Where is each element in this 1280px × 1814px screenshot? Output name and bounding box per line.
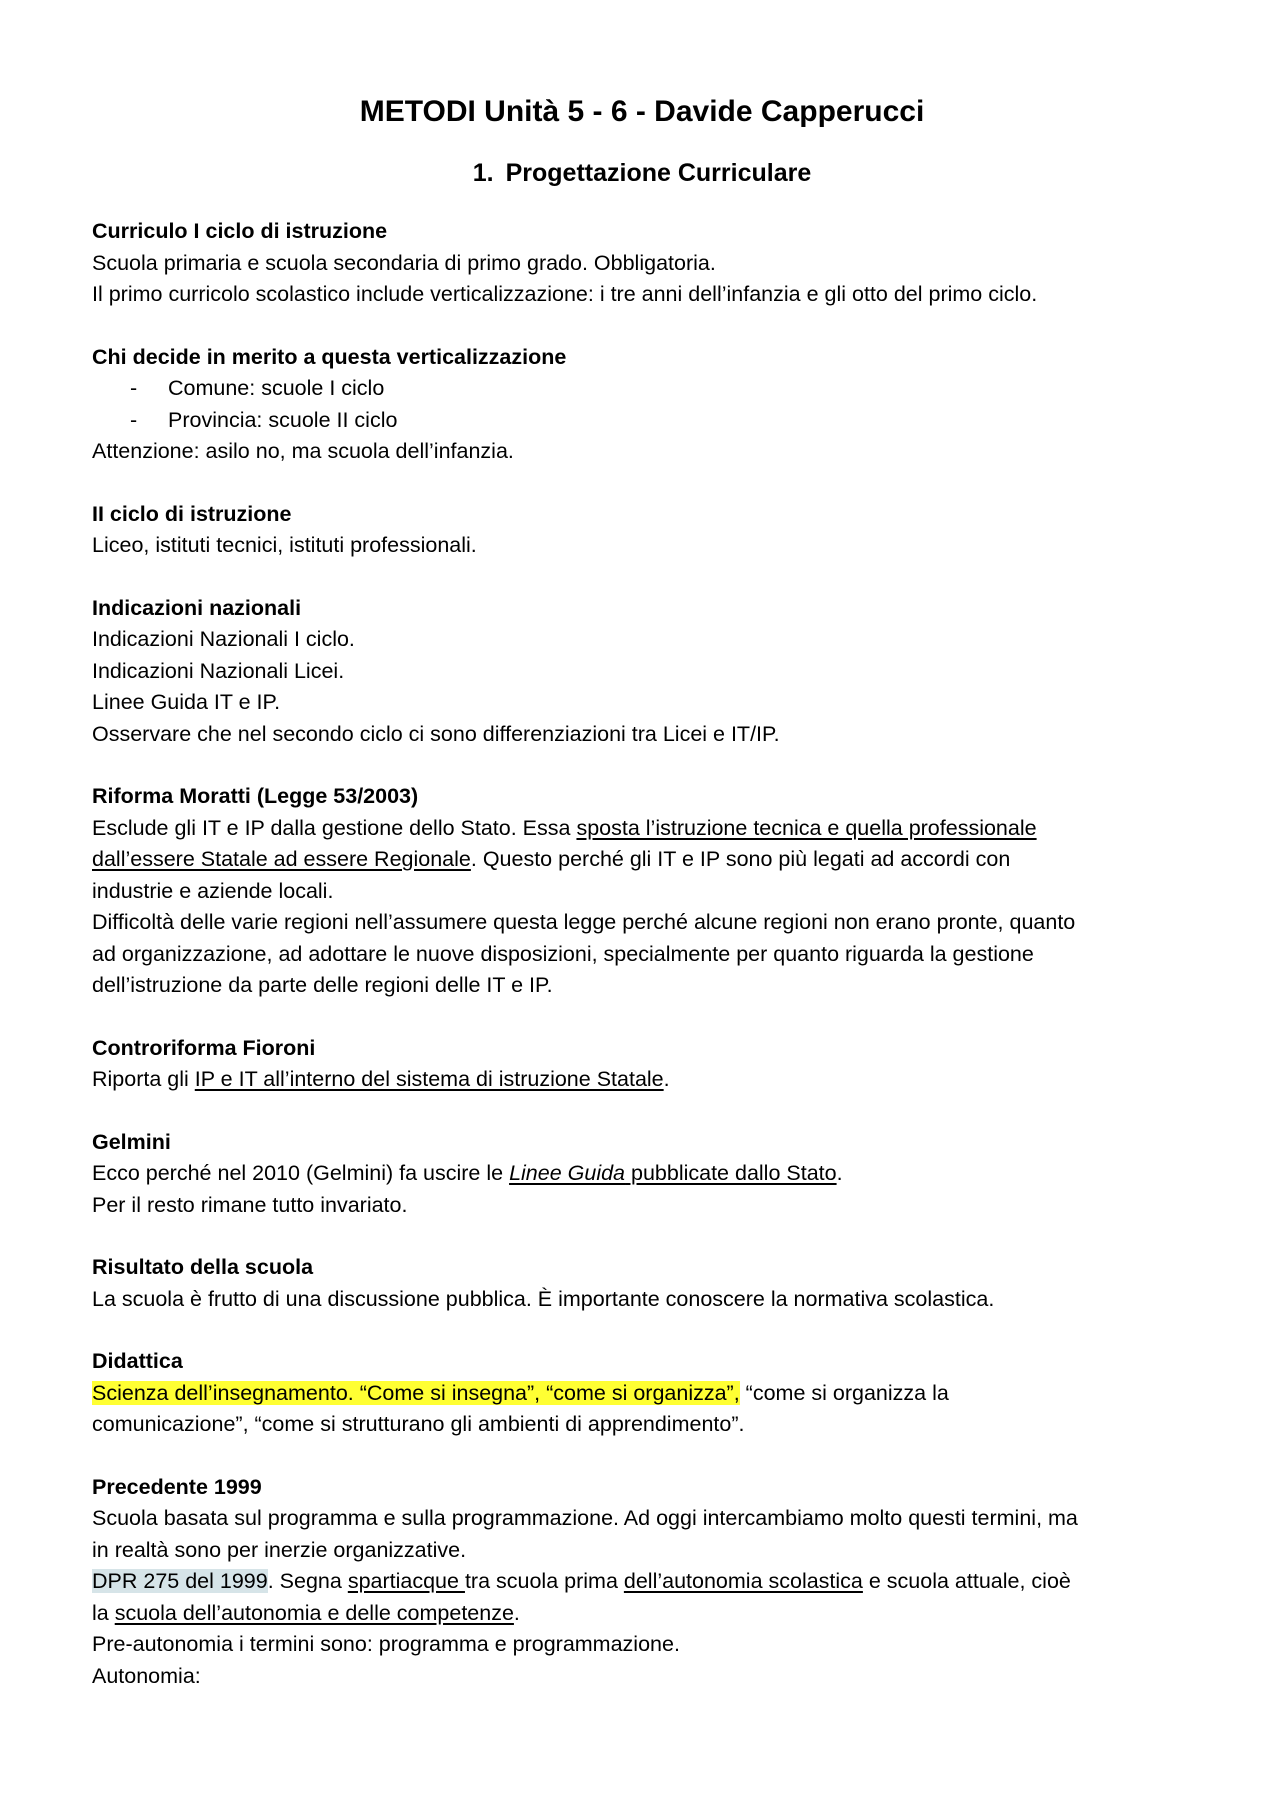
heading-gelmini: Gelmini bbox=[92, 1129, 171, 1154]
underlined-text: pubblicate dallo Stato bbox=[625, 1161, 837, 1185]
section-riforma-moratti bbox=[92, 781, 1192, 1002]
text-run: la bbox=[92, 1600, 115, 1625]
list-item bbox=[92, 373, 1192, 405]
heading-riforma-moratti: Riforma Moratti (Legge 53/2003) bbox=[92, 784, 419, 808]
text-run: Esclude gli IT e IP dalla gestione dello Stato. Essa bbox=[92, 815, 577, 840]
paragraph-line: Pre-autonomia i termini sono: programma e programmazione. bbox=[92, 1632, 680, 1656]
paragraph-line: Osservare che nel secondo ciclo ci sono differenziazioni tra Licei e IT/IP. bbox=[92, 721, 780, 746]
paragraph-line bbox=[92, 1378, 1192, 1410]
section-number: 1. bbox=[472, 159, 494, 187]
text-run: . bbox=[836, 1161, 843, 1185]
highlighted-text: Scienza dell’insegnamento. “Come si insegna”, “come si organizza”, bbox=[92, 1380, 740, 1405]
paragraph-line: industrie e aziende locali. bbox=[92, 878, 334, 903]
paragraph-line: Scuola primaria e scuola secondaria di primo grado. Obbligatoria. bbox=[92, 250, 716, 275]
text-run: “come si organizza la bbox=[739, 1380, 949, 1405]
paragraph-line: dell’istruzione da parte delle regioni delle IT e IP. bbox=[92, 973, 553, 997]
paragraph-line: Autonomia: bbox=[92, 1663, 201, 1688]
underlined-text: scuola dell’autonomia e delle competenze bbox=[114, 1600, 514, 1625]
paragraph-line: La scuola è frutto di una discussione pubblica. È importante conoscere la normativa scolastica. bbox=[92, 1286, 995, 1311]
paragraph-line: Scuola basata sul programma e sulla programmazione. Ad oggi intercambiamo molto questi termini, ma bbox=[92, 1506, 1078, 1530]
paragraph-line bbox=[92, 813, 1192, 845]
paragraph-line: Difficoltà delle varie regioni nell’assumere questa legge perché alcune regioni non erano pronte, quanto bbox=[92, 910, 1076, 934]
paragraph-line bbox=[92, 1598, 1192, 1630]
list-item bbox=[92, 405, 1192, 437]
paragraph-line bbox=[92, 1566, 1192, 1598]
paragraph-line: Indicazioni Nazionali I ciclo. bbox=[92, 627, 355, 651]
paragraph-line bbox=[92, 844, 1192, 876]
underlined-text: IP e IT all’interno del sistema di istruzione Statale bbox=[194, 1067, 664, 1091]
document-page bbox=[92, 88, 1192, 1692]
heading-precedente-1999: Precedente 1999 bbox=[92, 1474, 262, 1499]
bullet-dash: - bbox=[130, 376, 138, 400]
section-indicazioni bbox=[92, 593, 1192, 751]
underlined-text: dell’autonomia scolastica bbox=[623, 1569, 863, 1593]
text-run: . bbox=[663, 1067, 670, 1091]
section-gelmini bbox=[92, 1127, 1192, 1222]
underlined-text: dall’essere Statale ad essere Regionale bbox=[92, 847, 471, 871]
text-run: Ecco perché nel 2010 (Gelmini) fa uscire le bbox=[92, 1161, 510, 1185]
heading-chi-decide: Chi decide in merito a questa verticalizzazione bbox=[92, 344, 567, 369]
list-item-text: Comune: scuole I ciclo bbox=[168, 376, 385, 400]
heading-ii-ciclo: II ciclo di istruzione bbox=[92, 501, 292, 526]
paragraph-line: Per il resto rimane tutto invariato. bbox=[92, 1192, 408, 1217]
italic-underlined-text: Linee Guida bbox=[509, 1161, 626, 1185]
section-chi-decide bbox=[92, 342, 1192, 468]
text-run: . Questo perché gli IT e IP sono più legati ad accordi con bbox=[470, 847, 1011, 871]
section-precedente-1999 bbox=[92, 1472, 1192, 1693]
text-run: . Segna bbox=[267, 1569, 348, 1593]
paragraph-line: Liceo, istituti tecnici, istituti professionali. bbox=[92, 533, 477, 557]
heading-didattica: Didattica bbox=[92, 1349, 183, 1373]
heading-indicazioni: Indicazioni nazionali bbox=[92, 595, 302, 620]
section-curriculo bbox=[92, 216, 1192, 311]
text-run: tra scuola prima bbox=[464, 1569, 624, 1593]
underlined-text: sposta l’istruzione tecnica e quella professionale bbox=[576, 815, 1037, 840]
section-didattica bbox=[92, 1346, 1192, 1441]
section-controriforma bbox=[92, 1033, 1192, 1096]
paragraph-line: Linee Guida IT e IP. bbox=[92, 690, 281, 714]
heading-curriculo: Curriculo I ciclo di istruzione bbox=[92, 219, 388, 243]
document-title: METODI Unità 5 - 6 - Davide Capperucci bbox=[359, 95, 925, 128]
paragraph-line: ad organizzazione, ad adottare le nuove disposizioni, specialmente per quanto riguarda la gestione bbox=[92, 941, 1034, 966]
bullet-dash: - bbox=[130, 407, 138, 432]
paragraph-line: comunicazione”, “come si strutturano gli ambienti di apprendimento”. bbox=[92, 1412, 745, 1436]
text-run: . bbox=[513, 1600, 520, 1625]
paragraph-line bbox=[92, 1064, 1192, 1096]
highlighted-text: DPR 275 del 1999 bbox=[92, 1569, 268, 1593]
heading-controriforma: Controriforma Fioroni bbox=[92, 1035, 316, 1060]
paragraph-line: Il primo curricolo scolastico include verticalizzazione: i tre anni dell’infanzia e gli otto del primo ciclo. bbox=[92, 282, 1038, 306]
list-item-text: Provincia: scuole II ciclo bbox=[168, 407, 398, 432]
text-run: Riporta gli bbox=[92, 1067, 195, 1091]
underlined-text: spartiacque bbox=[347, 1569, 465, 1593]
paragraph-line: Attenzione: asilo no, ma scuola dell’infanzia. bbox=[92, 439, 514, 463]
section-title bbox=[92, 156, 1192, 190]
paragraph-line: Indicazioni Nazionali Licei. bbox=[92, 658, 345, 683]
text-run: e scuola attuale, cioè bbox=[862, 1569, 1071, 1593]
paragraph-line: in realtà sono per inerzie organizzative. bbox=[92, 1537, 467, 1562]
heading-risultato: Risultato della scuola bbox=[92, 1255, 314, 1279]
paragraph-line bbox=[92, 1158, 1192, 1190]
section-risultato bbox=[92, 1252, 1192, 1315]
section-title-text: Progettazione Curriculare bbox=[505, 159, 812, 187]
section-ii-ciclo bbox=[92, 499, 1192, 562]
